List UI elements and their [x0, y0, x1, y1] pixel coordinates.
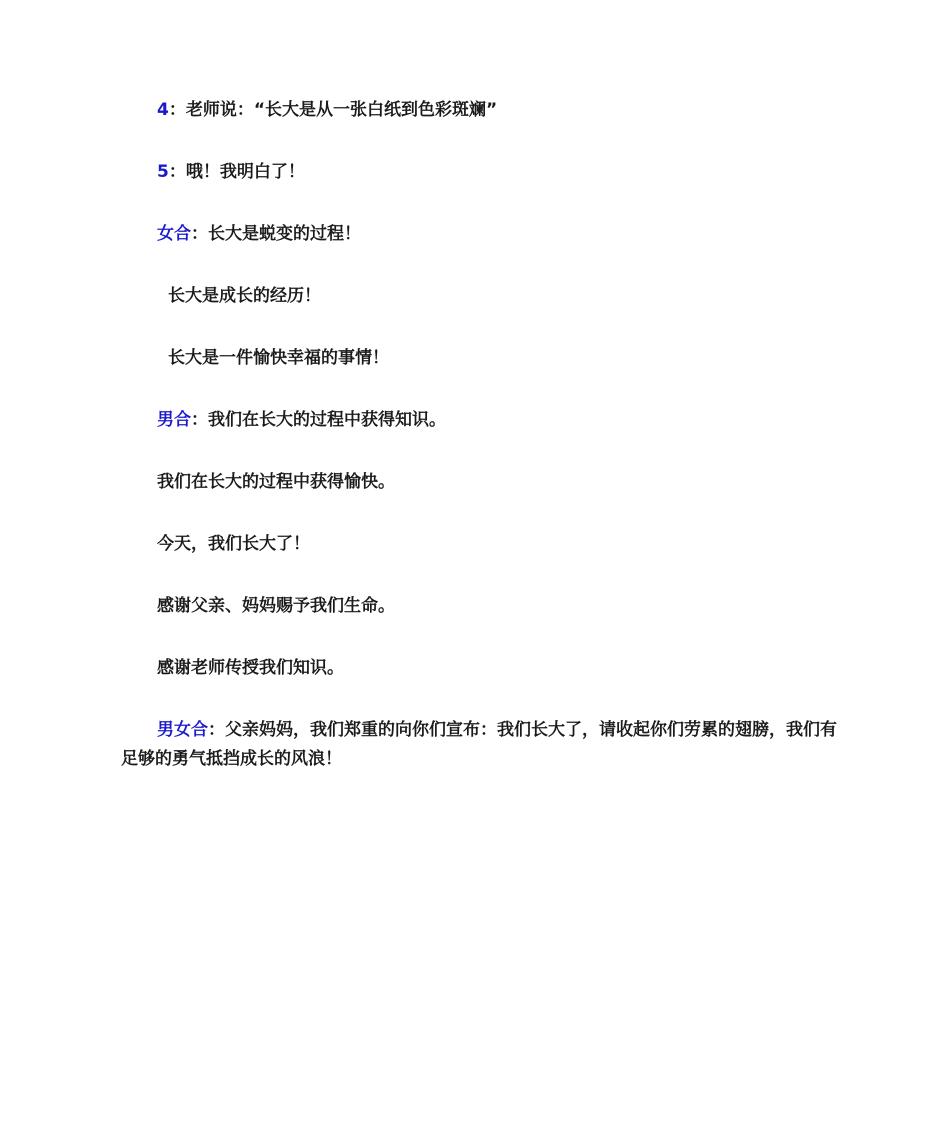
line-text: 长大是一件愉快幸福的事情！ — [168, 348, 389, 368]
line-text: 我们在长大的过程中获得知识。 — [208, 410, 446, 430]
dialogue-line — [157, 657, 344, 679]
line-text: 我们在长大的过程中获得愉快。 — [157, 472, 395, 492]
dialogue-line — [157, 471, 395, 493]
speaker-label: 女合 — [157, 224, 191, 244]
dialogue-line — [168, 285, 321, 307]
separator: ： — [168, 100, 186, 120]
separator: ： — [168, 162, 186, 182]
line-text: 长大是成长的经历！ — [168, 286, 321, 306]
dialogue-line-female-chorus — [157, 223, 361, 245]
separator: ： — [191, 410, 208, 430]
dialogue-line-5 — [157, 161, 305, 183]
line-text: 父亲妈妈，我们郑重的向你们宣布：我们长大了，请收起你们劳累的翅膀，我们有足够的勇气抵挡成长的风浪！ — [121, 720, 837, 769]
line-text: 感谢父亲、妈妈赐予我们生命。 — [157, 596, 395, 616]
dialogue-line-male-chorus — [157, 409, 446, 431]
dialogue-line — [157, 533, 310, 555]
speaker-label: 男合 — [157, 410, 191, 430]
dialogue-line-teacher — [157, 99, 497, 121]
separator: ： — [191, 224, 208, 244]
speaker-label: 5 — [157, 162, 169, 182]
dialogue-line — [157, 595, 395, 617]
line-text: 感谢老师传授我们知识。 — [157, 658, 344, 678]
dialogue-line — [168, 347, 389, 369]
dialogue-final-all-chorus — [121, 716, 841, 774]
line-text: 长大是蜕变的过程！ — [208, 224, 361, 244]
line-text: 今天，我们长大了！ — [157, 534, 310, 554]
separator: ： — [208, 720, 225, 740]
line-text: 哦！我明白了！ — [185, 162, 305, 182]
speaker-label: 4 — [157, 100, 169, 120]
line-text: 老师说：“长大是从一张白纸到色彩斑斓” — [185, 100, 498, 120]
speaker-label: 男女合 — [157, 720, 208, 740]
